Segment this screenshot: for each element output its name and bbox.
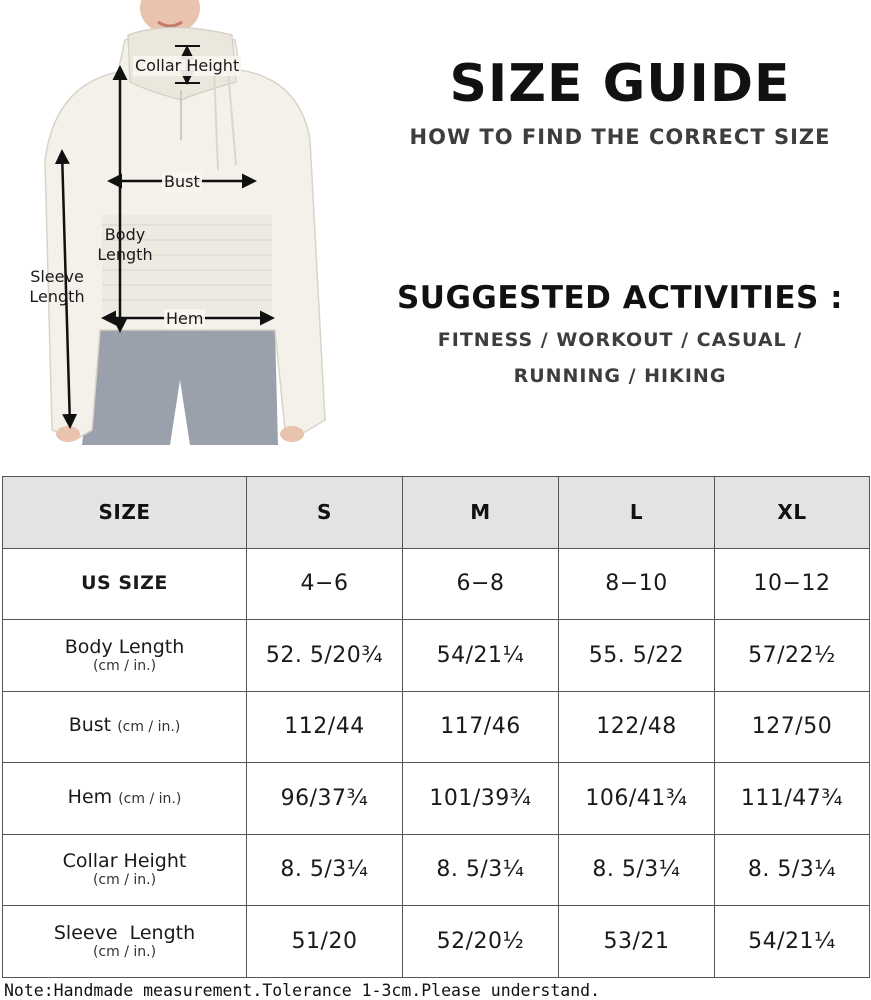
cell-value: 112/44: [247, 691, 403, 763]
table-row-body-length: [3, 620, 870, 692]
body-length-label-line2: Length: [97, 245, 153, 264]
row-label-cell: [3, 620, 247, 692]
cell-value: 8. 5/3¼: [559, 834, 715, 906]
cell-value: 4−6: [247, 548, 403, 620]
sleeve-length-label-line1: Sleeve: [30, 267, 84, 286]
header-size-label: SIZE: [3, 477, 247, 549]
page-subtitle: HOW TO FIND THE CORRECT SIZE: [409, 125, 831, 149]
activities-title: SUGGESTED ACTIVITIES :: [396, 280, 844, 316]
cell-value: 101/39¾: [403, 763, 559, 835]
cell-value: 57/22½: [715, 620, 870, 692]
activities-list-line2: RUNNING / HIKING: [513, 365, 727, 387]
collar-height-label: Collar Height: [135, 56, 240, 75]
cell-value: 117/46: [403, 691, 559, 763]
cell-value: 54/21¼: [715, 906, 870, 978]
header-size-l: L: [559, 477, 715, 549]
cell-value: 52/20½: [403, 906, 559, 978]
bust-label: Bust: [164, 172, 200, 191]
sleeve-length-label-line2: Length: [29, 287, 85, 306]
cell-value: 52. 5/20¾: [247, 620, 403, 692]
row-label: Hem: [67, 785, 113, 808]
row-label-cell: [3, 834, 247, 906]
body-length-label: [96, 225, 154, 265]
row-unit: (cm / in.): [118, 790, 182, 807]
cell-value: 8. 5/3¼: [403, 834, 559, 906]
sleeve-length-label: [22, 267, 92, 307]
cell-value: 8−10: [559, 548, 715, 620]
table-row-hem: [3, 763, 870, 835]
cell-value: 8. 5/3¼: [247, 834, 403, 906]
cell-value: 111/47¾: [715, 763, 870, 835]
cell-value: 6−8: [403, 548, 559, 620]
table-row-collar-height: [3, 834, 870, 906]
row-label: Bust: [68, 714, 112, 737]
row-label: Body Length: [64, 635, 185, 658]
cell-value: 55. 5/22: [559, 620, 715, 692]
header-size-m: M: [403, 477, 559, 549]
row-unit: (cm / in.): [92, 657, 157, 674]
row-label: Sleeve Length: [53, 921, 196, 944]
row-label-cell: [3, 906, 247, 978]
cell-value: 96/37¾: [247, 763, 403, 835]
row-label-cell: [3, 763, 247, 835]
cell-value: 54/21¼: [403, 620, 559, 692]
body-length-label-line1: Body: [104, 225, 146, 244]
cell-value: 106/41¾: [559, 763, 715, 835]
cell-value: 53/21: [559, 906, 715, 978]
cell-value: 10−12: [715, 548, 870, 620]
hem-label: Hem: [166, 309, 204, 328]
measurement-note: Note:Handmade measurement.Tolerance 1-3cm.Please understand.: [4, 981, 601, 1000]
table-row-sleeve-length: [3, 906, 870, 978]
table-row-bust: [3, 691, 870, 763]
cell-value: 51/20: [247, 906, 403, 978]
garment-illustration: [0, 0, 360, 450]
size-chart-table: [2, 476, 870, 978]
header-size-xl: XL: [715, 477, 870, 549]
cell-value: 127/50: [715, 691, 870, 763]
header-size-s: S: [247, 477, 403, 549]
activities-list-line1: FITNESS / WORKOUT / CASUAL /: [437, 329, 803, 351]
cell-value: 122/48: [559, 691, 715, 763]
row-unit: (cm / in.): [92, 872, 157, 889]
row-label: Collar Height: [62, 850, 187, 873]
row-unit: (cm / in.): [92, 943, 157, 960]
row-unit: (cm / in.): [117, 719, 181, 736]
page-title: SIZE GUIDE: [449, 54, 791, 114]
leggings: [82, 330, 278, 445]
row-label-cell: [3, 691, 247, 763]
table-row-us-size: [3, 548, 870, 620]
cell-value: 8. 5/3¼: [715, 834, 870, 906]
row-label: US SIZE: [3, 548, 247, 620]
table-header-row: [3, 477, 870, 549]
